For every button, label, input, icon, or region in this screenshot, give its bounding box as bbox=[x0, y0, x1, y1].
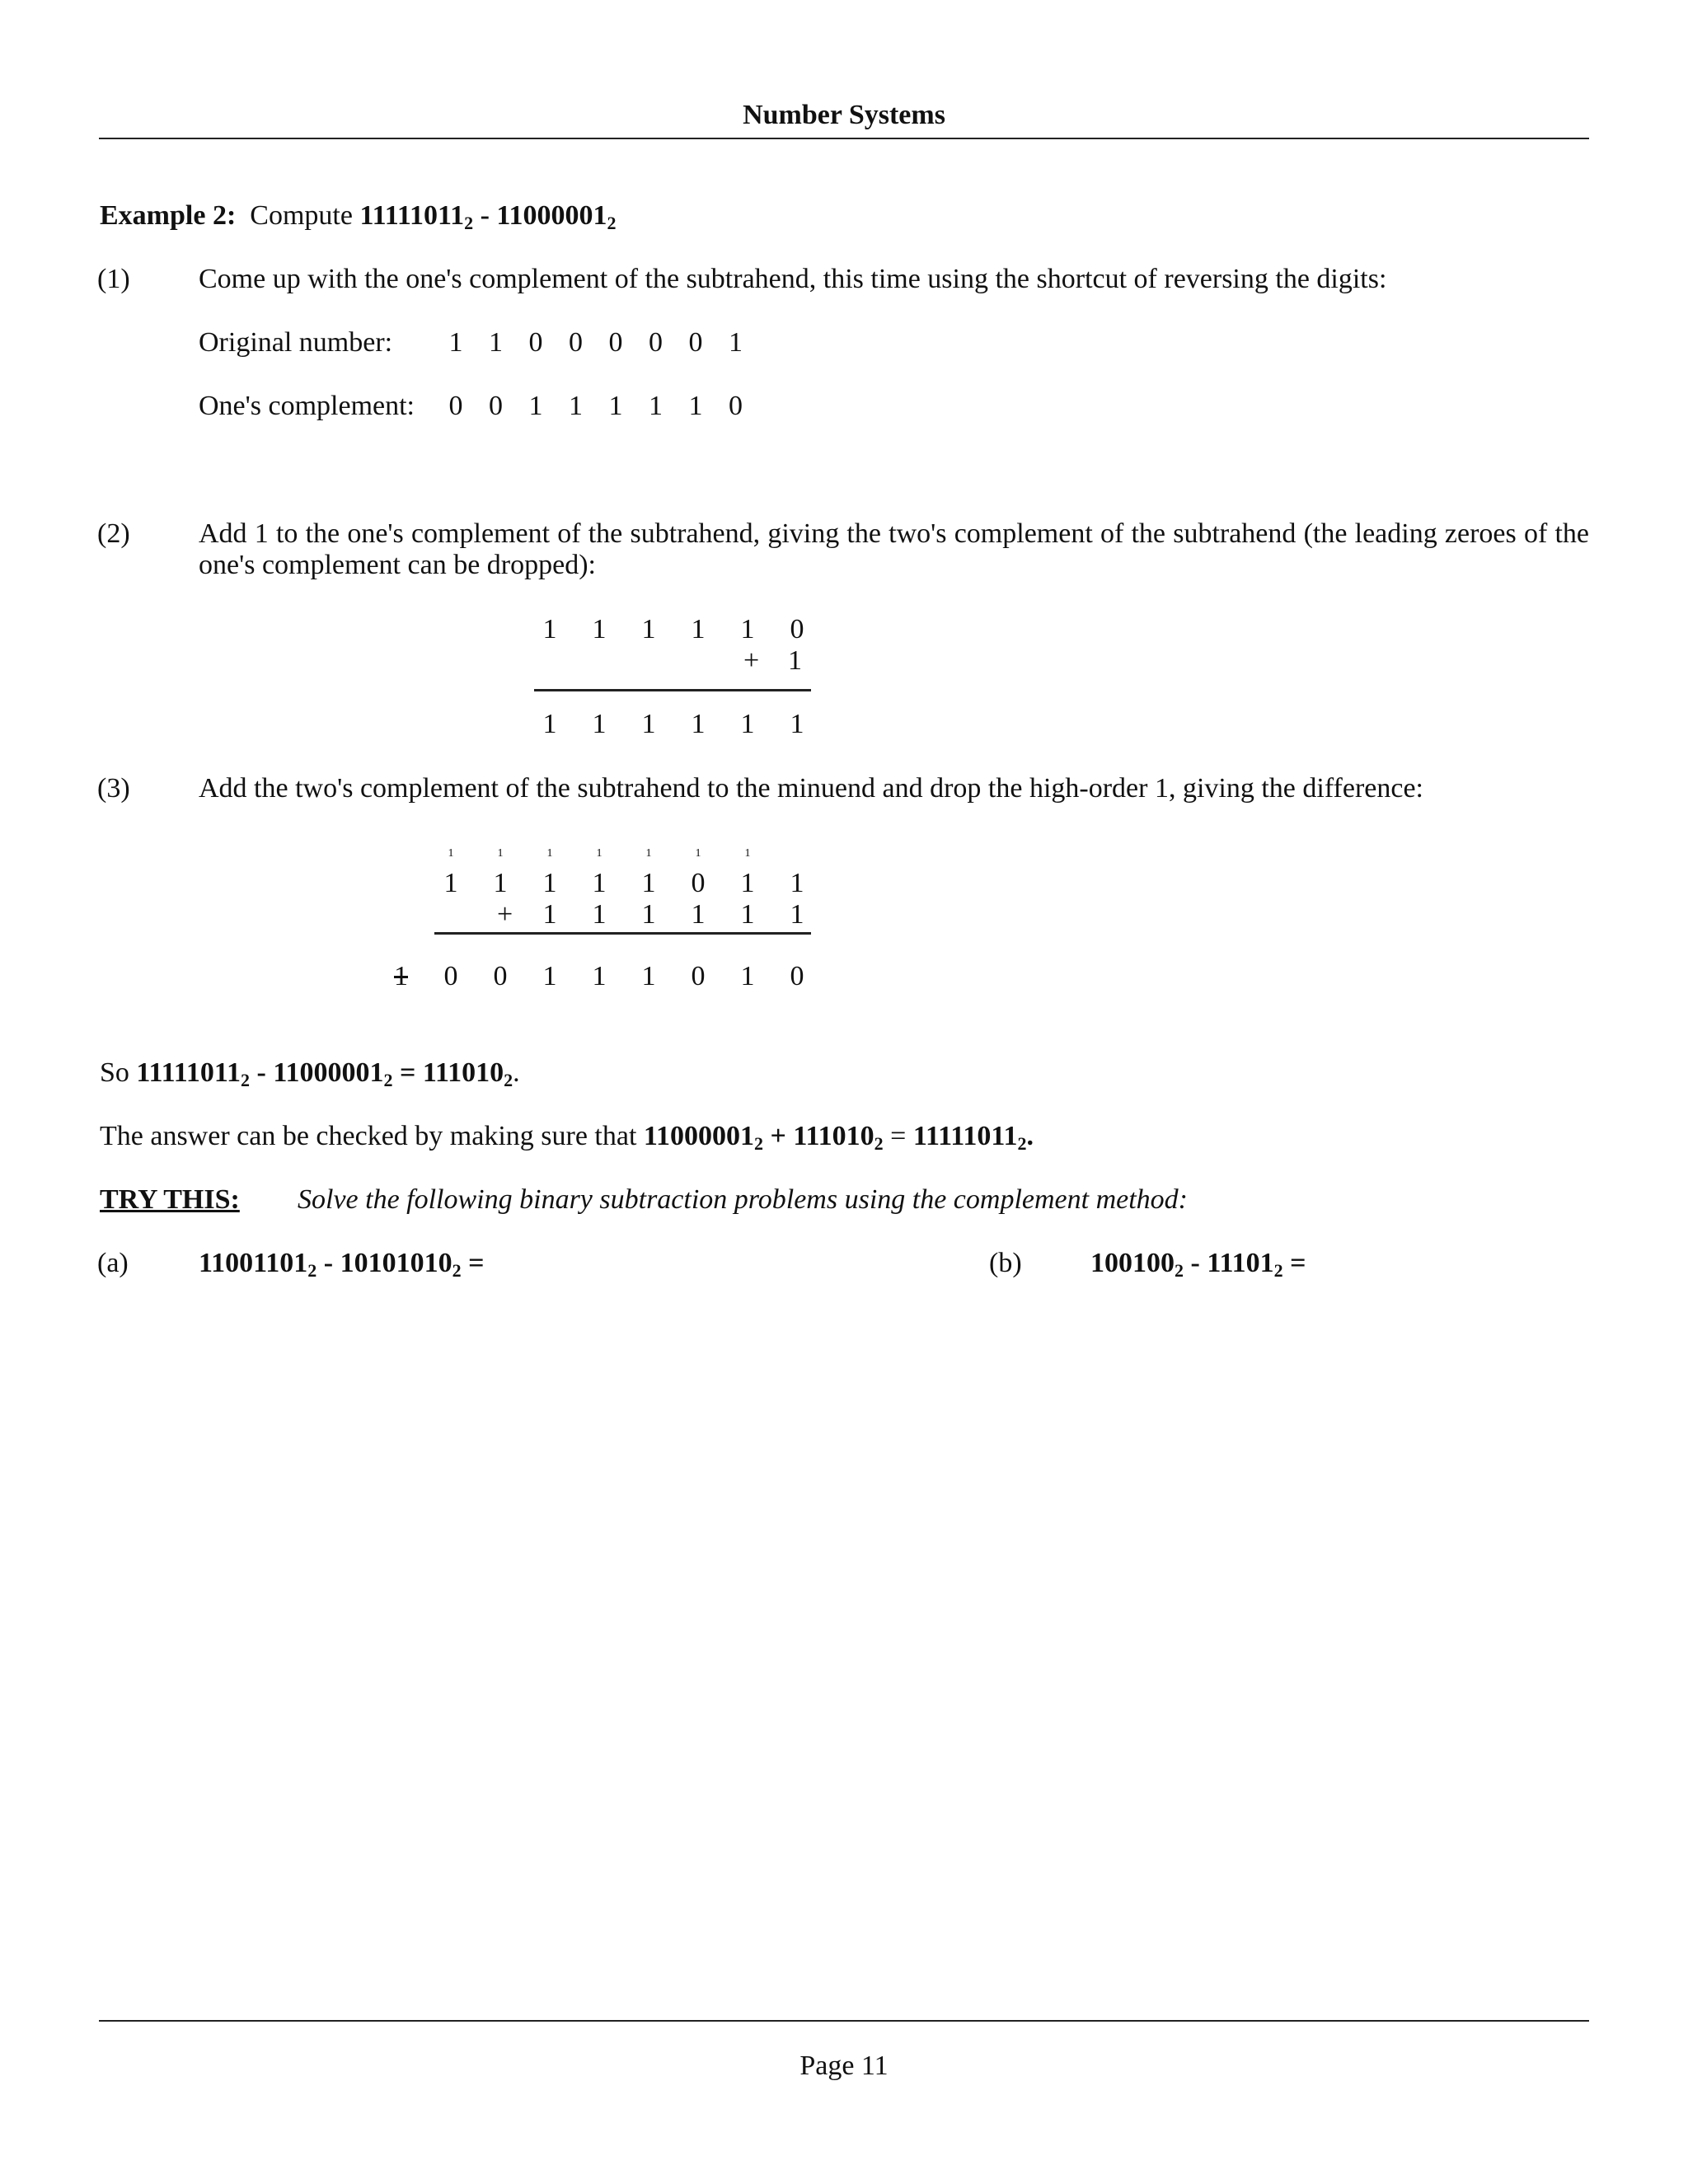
add-one-sum-line bbox=[534, 689, 811, 691]
final-bottom-digit: 1 bbox=[740, 899, 755, 930]
conclusion-line: So $11111011_2 - 11000001_2 = 111010_2$. bbox=[100, 1057, 520, 1090]
final-add-plus-sign: + bbox=[497, 899, 513, 930]
final-result-digit: 1 bbox=[740, 961, 755, 991]
original-number-label: Original number: bbox=[199, 327, 393, 358]
original-digit: 1 bbox=[448, 327, 463, 358]
final-add-result-row bbox=[438, 961, 804, 997]
original-digit: 0 bbox=[649, 327, 663, 358]
original-digit: 1 bbox=[489, 327, 503, 358]
ones-complement-digit: 1 bbox=[528, 391, 543, 421]
add-one-addend: 1 bbox=[788, 645, 802, 676]
step-2-text-line1: Add 1 to the one's complement of the subtrahend, giving the two's complement of the subtrahend (the leading zeroes of the bbox=[199, 518, 1589, 549]
step-2-text-line2: one's complement can be dropped): bbox=[199, 550, 596, 580]
original-number-digits bbox=[443, 327, 790, 363]
final-bottom-digit: 1 bbox=[691, 899, 706, 930]
add-one-top-digit: 1 bbox=[691, 614, 706, 644]
ones-complement-digit: 0 bbox=[729, 391, 743, 421]
add-one-top-row bbox=[537, 614, 884, 650]
final-bottom-digit: 1 bbox=[542, 899, 557, 930]
carry-digit: 1 bbox=[497, 847, 504, 860]
final-result-digit: 1 bbox=[542, 961, 557, 991]
step-3-text: Add the two's complement of the subtrahend to the minuend and drop the high-order 1, giving the difference: bbox=[199, 773, 1424, 804]
ones-complement-label: One's complement: bbox=[199, 391, 415, 421]
carry-digit: 1 bbox=[596, 847, 603, 860]
step-2-number: (2) bbox=[97, 518, 130, 549]
final-top-digit: 1 bbox=[443, 868, 458, 898]
header-rule bbox=[99, 138, 1589, 139]
final-bottom-digit: 1 bbox=[790, 899, 804, 930]
add-one-result-digit: 1 bbox=[790, 709, 804, 739]
original-digit: 0 bbox=[608, 327, 623, 358]
example-expression: $11111011_2 - 11000001_2$ bbox=[359, 200, 617, 233]
carry-digit: 1 bbox=[744, 847, 751, 860]
problem-b-expression: $100100_2 - 11101_2$ = bbox=[1090, 1248, 1306, 1281]
carry-digit: 1 bbox=[448, 847, 454, 860]
compute-word: Compute bbox=[250, 200, 353, 231]
add-one-result-digit: 1 bbox=[691, 709, 706, 739]
final-top-digit: 1 bbox=[740, 868, 755, 898]
final-add-bottom-row bbox=[537, 899, 884, 935]
add-one-result-digit: 1 bbox=[542, 709, 557, 739]
page-header-title: Number Systems bbox=[743, 100, 945, 130]
add-one-top-digit: 1 bbox=[592, 614, 607, 644]
final-top-digit: 1 bbox=[790, 868, 804, 898]
final-result-digit: 0 bbox=[493, 961, 508, 991]
page-number: Page 11 bbox=[799, 2050, 889, 2081]
example-heading bbox=[100, 200, 617, 232]
ones-complement-digit: 0 bbox=[489, 391, 503, 421]
original-digit: 1 bbox=[729, 327, 743, 358]
check-line: The answer can be checked by making sure that $11000001_2 + 111010_2 = 11111011_2$. bbox=[100, 1121, 1034, 1154]
final-bottom-digit: 1 bbox=[641, 899, 656, 930]
final-result-digit: 0 bbox=[691, 961, 706, 991]
carry-digit: 1 bbox=[695, 847, 701, 860]
add-one-result-digit: 1 bbox=[641, 709, 656, 739]
dropped-high-order-digit: 1 bbox=[394, 961, 408, 991]
add-one-top-digit: 0 bbox=[790, 614, 804, 644]
problem-a-number: (a) bbox=[97, 1248, 129, 1278]
ones-complement-digit: 1 bbox=[608, 391, 623, 421]
final-top-digit: 1 bbox=[542, 868, 557, 898]
final-top-digit: 0 bbox=[691, 868, 706, 898]
carry-digit: 1 bbox=[645, 847, 652, 860]
step-1-number: (1) bbox=[97, 264, 130, 294]
example-label: Example 2: bbox=[100, 200, 237, 231]
final-bottom-digit: 1 bbox=[592, 899, 607, 930]
try-this-instructions: Solve the following binary subtraction problems using the complement method: bbox=[298, 1184, 1188, 1215]
original-digit: 0 bbox=[688, 327, 703, 358]
final-result-digit: 0 bbox=[443, 961, 458, 991]
final-result-digit: 0 bbox=[790, 961, 804, 991]
step-3-number: (3) bbox=[97, 773, 130, 804]
add-one-plus-sign: + bbox=[743, 645, 760, 676]
final-result-digit: 1 bbox=[641, 961, 656, 991]
final-add-sum-line bbox=[434, 932, 811, 935]
carry-digit: 1 bbox=[546, 847, 553, 860]
add-one-top-digit: 1 bbox=[542, 614, 557, 644]
add-one-top-digit: 1 bbox=[740, 614, 755, 644]
final-top-digit: 1 bbox=[592, 868, 607, 898]
ones-complement-digits bbox=[443, 391, 790, 427]
final-top-digit: 1 bbox=[641, 868, 656, 898]
original-digit: 0 bbox=[528, 327, 543, 358]
ones-complement-digit: 1 bbox=[649, 391, 663, 421]
carry-row bbox=[438, 847, 785, 864]
ones-complement-digit: 1 bbox=[688, 391, 703, 421]
step-1-text: Come up with the one's complement of the subtrahend, this time using the shortcut of reversing the digits: bbox=[199, 264, 1387, 294]
add-one-result-digit: 1 bbox=[592, 709, 607, 739]
final-top-digit: 1 bbox=[493, 868, 508, 898]
add-one-top-digit: 1 bbox=[641, 614, 656, 644]
ones-complement-digit: 0 bbox=[448, 391, 463, 421]
add-one-result-digit: 1 bbox=[740, 709, 755, 739]
try-this-label: TRY THIS: bbox=[100, 1184, 240, 1215]
ones-complement-digit: 1 bbox=[569, 391, 583, 421]
footer-rule bbox=[99, 2020, 1589, 2022]
problem-a-expression: $11001101_2 - 10101010_2$ = bbox=[199, 1248, 485, 1281]
final-result-digit: 1 bbox=[592, 961, 607, 991]
problem-b-number: (b) bbox=[989, 1248, 1022, 1278]
add-one-result-row bbox=[537, 709, 884, 745]
original-digit: 0 bbox=[569, 327, 583, 358]
